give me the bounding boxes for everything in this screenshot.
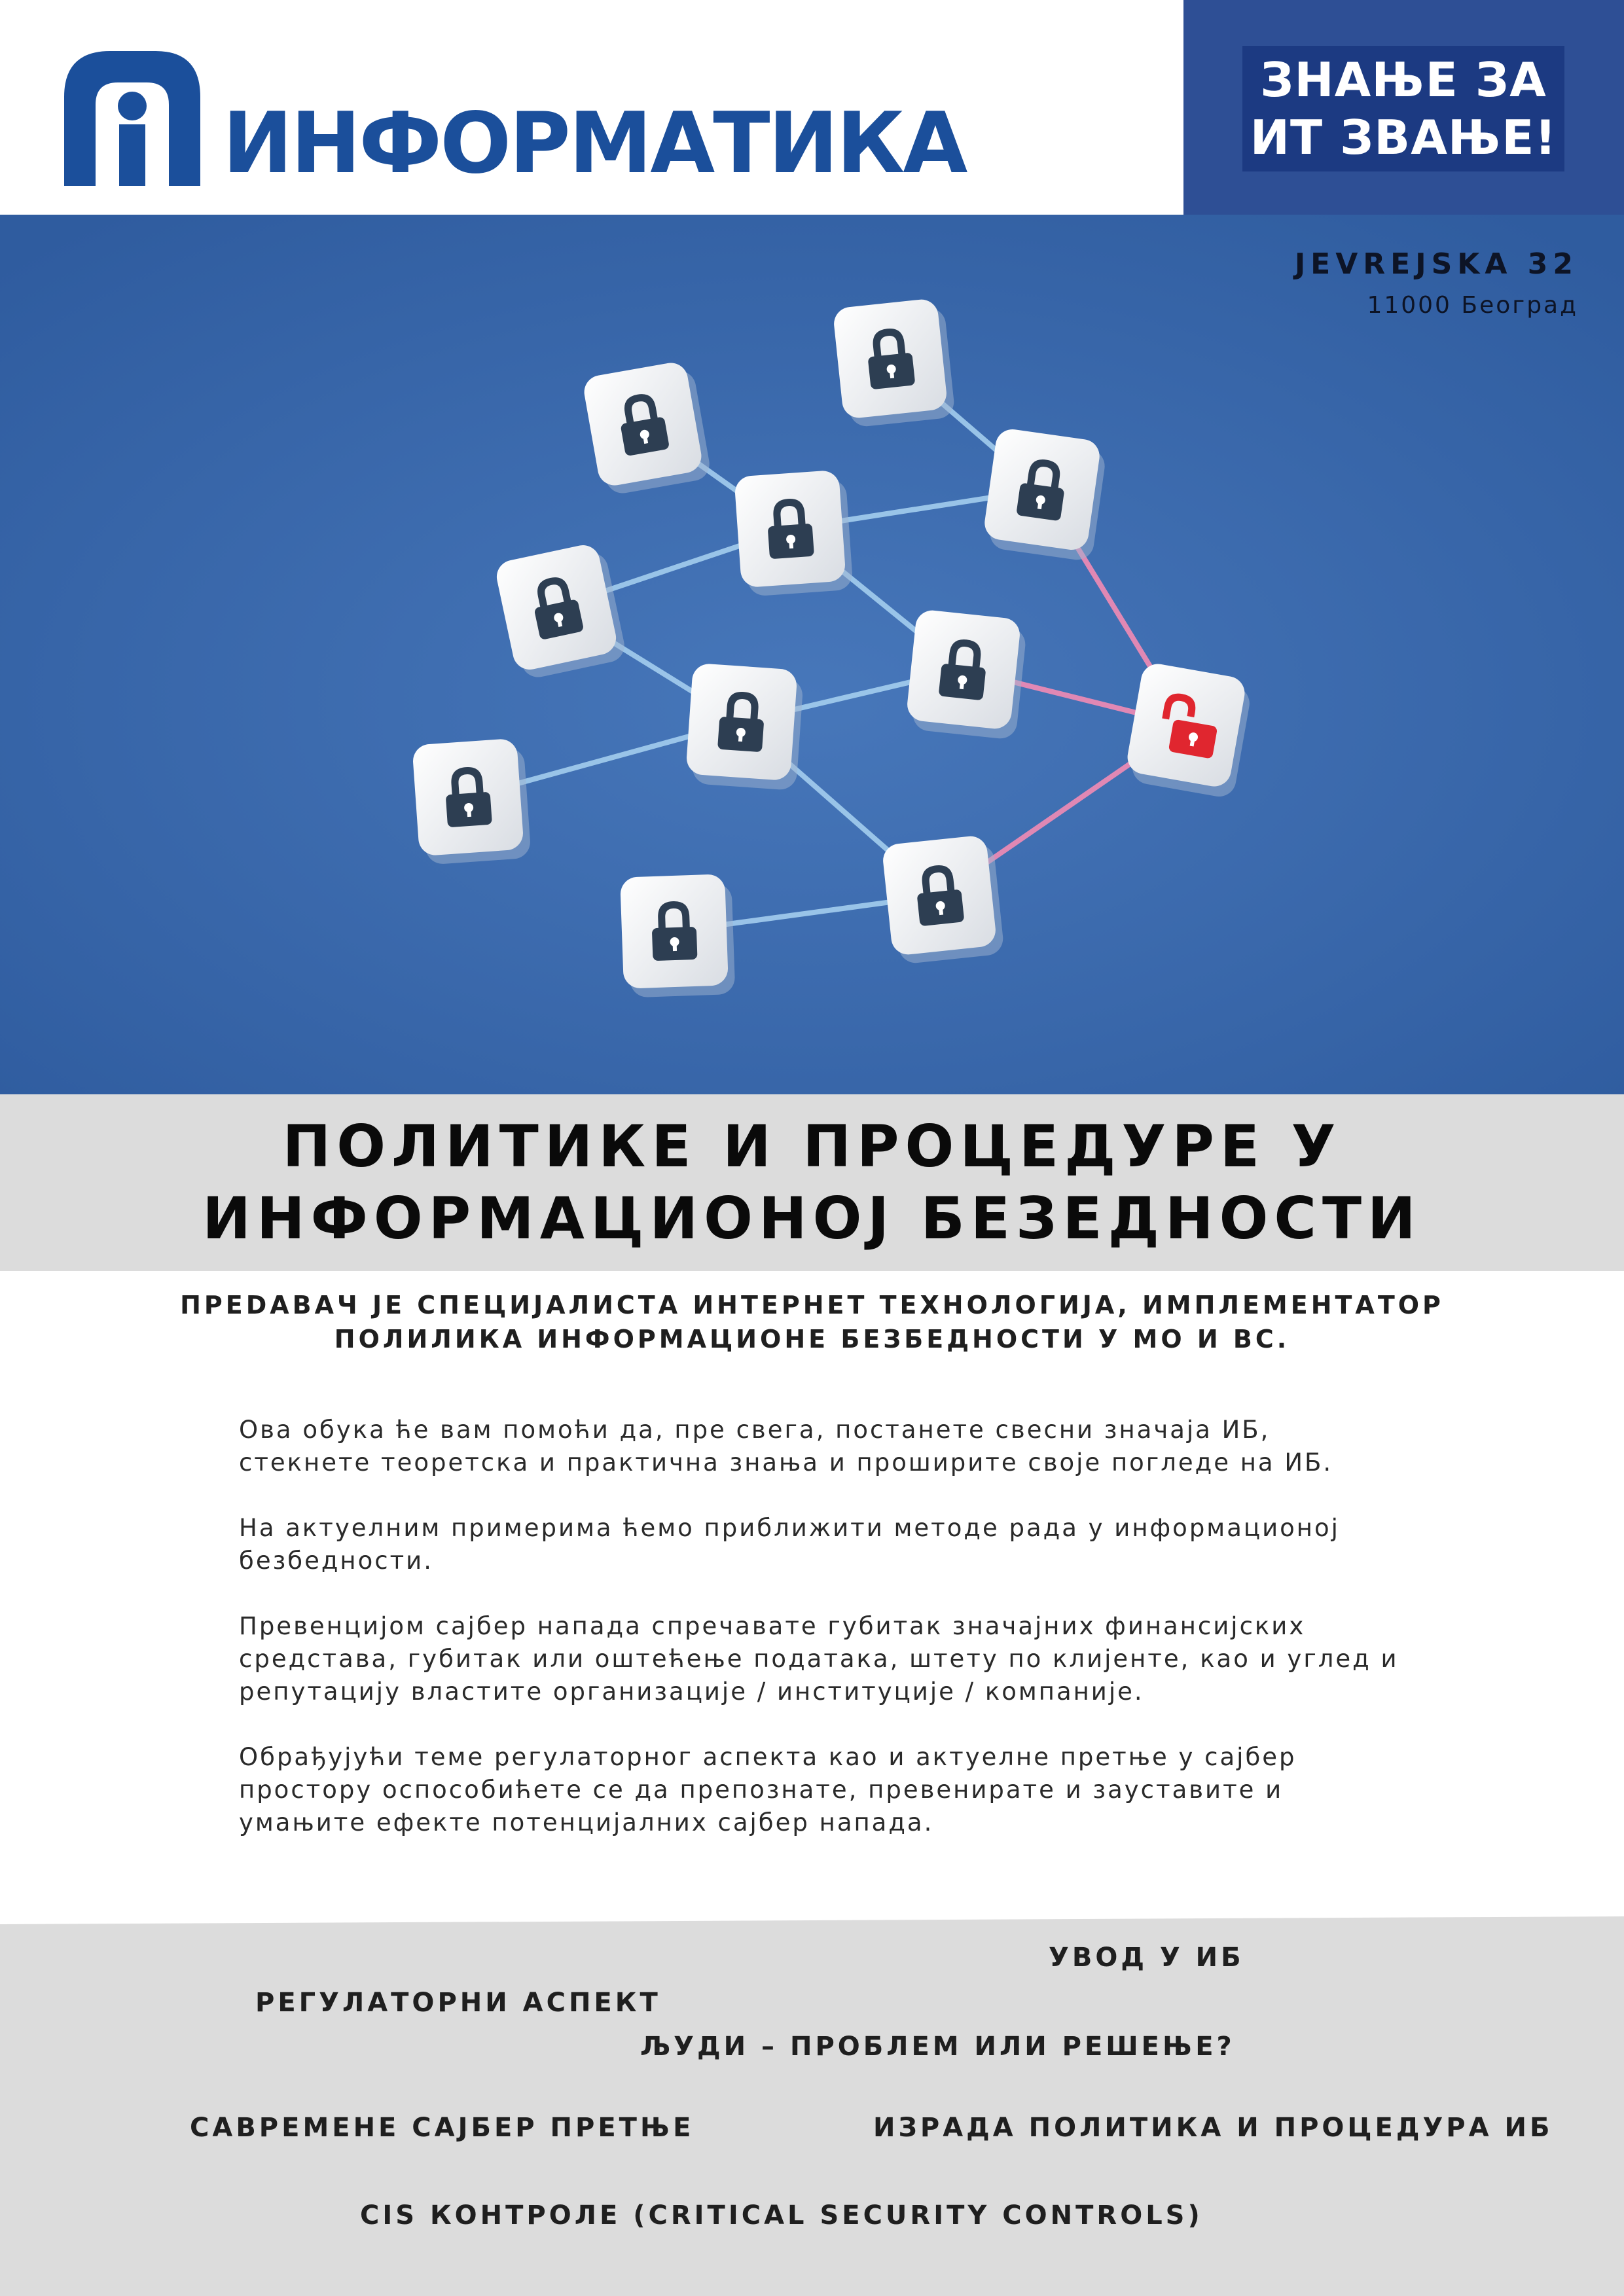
padlock-cube-icon [412, 738, 531, 865]
padlock-cube-icon [882, 834, 1005, 965]
topic-item: ИЗРАДА ПОЛИТИКА И ПРОЦЕДУРА ИБ [873, 2113, 1553, 2143]
padlock-cube-icon [685, 663, 804, 791]
body-line: стекнете теоретска и практична знања и проширите своје погледе на ИБ. [239, 1448, 1333, 1477]
slogan-line-2: ИТ ЗВАЊЕ! [1250, 110, 1557, 165]
body-paragraph [239, 1610, 1483, 1708]
lecturer-subtitle-line-1: ПРЕDАВАЧ ЈЕ СПЕЦИЈАЛИСТА ИНТЕРНЕТ ТЕХНОЛОГИЈА, ИМПЛЕМЕНТАТОР [180, 1291, 1444, 1319]
padlock-cube-icon [620, 874, 735, 998]
body-paragraph [239, 1512, 1483, 1577]
network-of-padlock-cubes-illustration [0, 215, 1624, 1094]
padlock-cube-icon [905, 609, 1028, 740]
page-title-line-1: ПОЛИТИКЕ И ПРОЦЕДУРЕ У [282, 1113, 1342, 1180]
page-title-line-2: ИНФОРМАЦИОНОЈ БЕЗЕДНОСТИ [202, 1185, 1422, 1252]
body-line: Обрађујући теме регулаторног аспекта као и актуелне претње у сајбер [239, 1743, 1297, 1771]
body-line: репутацију властите организације / институције / компаније. [239, 1677, 1144, 1706]
topic-item: САВРЕМЕНЕ САЈБЕР ПРЕТЊЕ [190, 2113, 695, 2143]
informatika-logo-icon [64, 51, 200, 186]
body-line: простору оспособићете се да препознате, превенирате и зауставите и [239, 1776, 1284, 1804]
lecturer-subtitle-line-2: ПОЛИЛИКА ИНФОРМАЦИОНЕ БЕЗБЕДНОСТИ У МО И ВС. [334, 1325, 1290, 1354]
topic-item: УВОД У ИБ [1049, 1943, 1244, 1973]
body-line: Ова обука ће вам помоћи да, пре свега, постанете свесни значаја ИБ, [239, 1416, 1271, 1444]
brand-name: ИНФОРМАТИКА [223, 95, 966, 192]
body-text [239, 1414, 1483, 1872]
address-street: JEVREJSKA 32 [1294, 247, 1578, 281]
slogan-line-1: ЗНАЊЕ ЗА [1260, 52, 1547, 107]
padlock-cube-icon [581, 359, 712, 497]
body-line: средстава, губитак или оштећење података, штету по клијенте, као и углед и [239, 1645, 1399, 1673]
slogan [1242, 46, 1564, 171]
body-line: безбедности. [239, 1547, 433, 1575]
topic-item: РЕГУЛАТОРНИ АСПЕКТ [255, 1988, 661, 2018]
body-line: умањите ефекте потенцијалних сајбер напада. [239, 1808, 934, 1837]
body-paragraph [239, 1414, 1483, 1479]
body-line: На актуелним примерима ћемо приближити методе рада у информационој [239, 1514, 1340, 1542]
body-paragraph [239, 1741, 1483, 1839]
body-line: Превенцијом сајбер напада спречавате губитак значајних финансијских [239, 1612, 1306, 1640]
topics-band [0, 1916, 1624, 2296]
address-city: 11000 Београд [1367, 292, 1578, 319]
unlocked-padlock-cube-icon [1123, 661, 1254, 799]
padlock-cube-icon [833, 297, 956, 429]
hero-image [0, 215, 1624, 1094]
padlock-cube-icon [981, 427, 1108, 562]
topic-item: ЉУДИ – ПРОБЛЕМ ИЛИ РЕШЕЊЕ? [640, 2032, 1235, 2062]
padlock-cube-icon [734, 469, 853, 597]
topic-item: CIS КОНТРОЛЕ (CRITICAL SECURITY CONTROLS) [360, 2200, 1203, 2231]
